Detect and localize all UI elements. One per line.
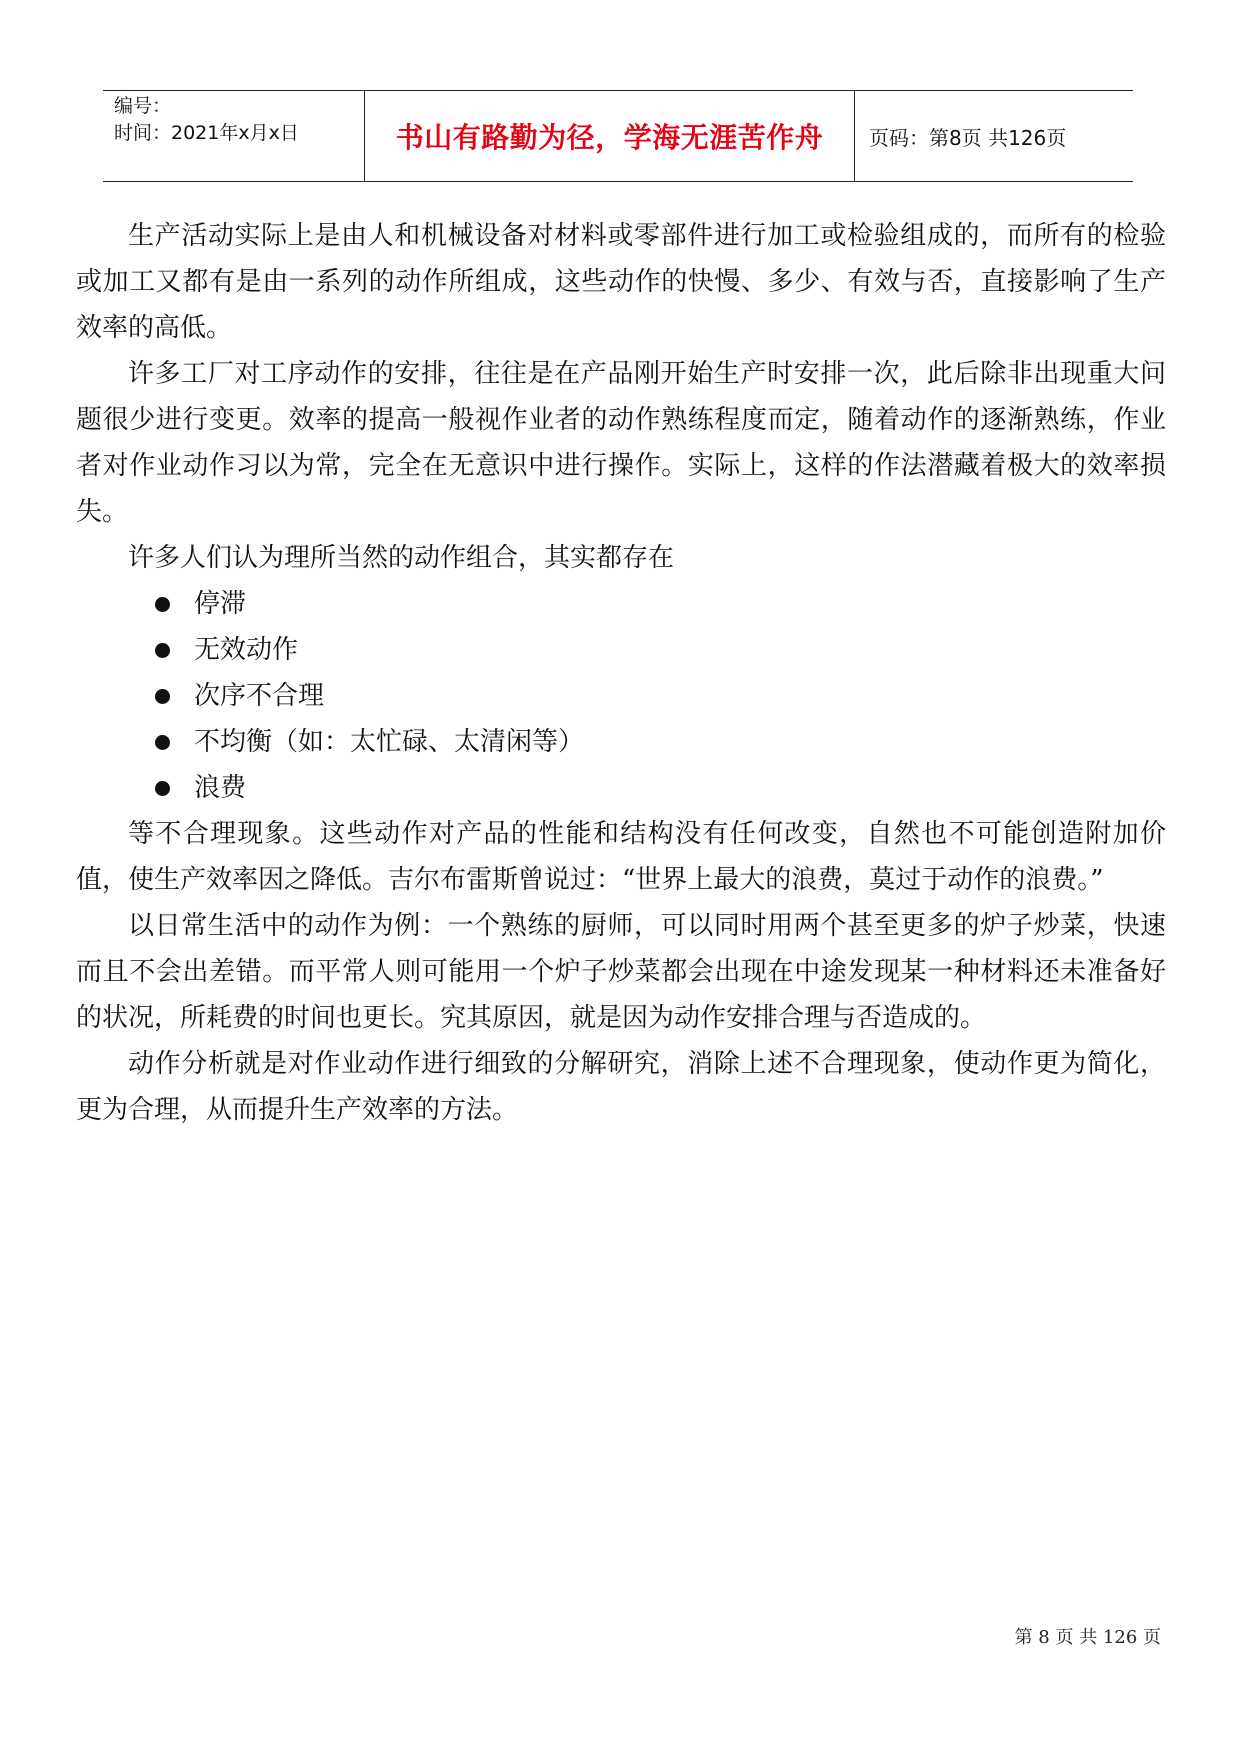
document-number-label: 编号：	[114, 95, 172, 117]
bullet-item	[76, 627, 1166, 673]
bullet-text: 次序不合理	[194, 681, 325, 711]
bullet-text: 不均衡（如：太忙碌、太清闲等）	[194, 727, 585, 757]
bullet-item	[76, 719, 1166, 765]
page-footer: 第 8 页 共 126 页	[1014, 1627, 1161, 1648]
bullet-list	[76, 581, 1166, 811]
bullet-text: 停滞	[194, 589, 247, 619]
header-motto-cell	[365, 91, 855, 181]
bullet-dot-icon	[155, 643, 170, 658]
header-meta-cell	[103, 91, 365, 181]
document-header	[103, 90, 1133, 182]
bullet-dot-icon	[155, 735, 170, 750]
header-motto: 书山有路勤为径，学海无涯苦作舟	[395, 121, 824, 154]
bullet-text: 无效动作	[194, 635, 299, 665]
document-time-label: 时间：2021年x月x日	[114, 122, 299, 144]
paragraph: 生产活动实际上是由人和机械设备对材料或零部件进行加工或检验组成的，而所有的检验或加工又都有是由一系列的动作所组成，这些动作的快慢、多少、有效与否，直接影响了生产效率的高低。	[76, 221, 1166, 343]
bullet-text: 浪费	[194, 773, 247, 803]
bullet-dot-icon	[155, 597, 170, 612]
paragraph: 许多工厂对工序动作的安排，往往是在产品刚开始生产时安排一次，此后除非出现重大问题很少进行变更。效率的提高一般视作业者的动作熟练程度而定，随着动作的逐渐熟练，作业者对作业动作习以为常，完全在无意识中进行操作。实际上，这样的作法潜藏着极大的效率损失。	[76, 359, 1166, 527]
bullet-item	[76, 673, 1166, 719]
bullet-dot-icon	[155, 689, 170, 704]
header-page-info: 页码：第8页 共126页	[869, 125, 1067, 150]
header-page-cell	[855, 91, 1133, 181]
bullet-dot-icon	[155, 781, 170, 796]
paragraph: 许多人们认为理所当然的动作组合，其实都存在	[128, 543, 675, 573]
paragraph: 以日常生活中的动作为例：一个熟练的厨师，可以同时用两个甚至更多的炉子炒菜，快速而且不会出差错。而平常人则可能用一个炉子炒菜都会出现在中途发现某一种材料还未准备好的状况，所耗费的时间也更长。究其原因，就是因为动作安排合理与否造成的。	[76, 911, 1166, 1033]
bullet-item	[76, 765, 1166, 811]
document-body	[76, 213, 1166, 1133]
paragraph: 动作分析就是对作业动作进行细致的分解研究，消除上述不合理现象，使动作更为简化，更为合理，从而提升生产效率的方法。	[76, 1049, 1166, 1125]
bullet-item	[76, 581, 1166, 627]
paragraph: 等不合理现象。这些动作对产品的性能和结构没有任何改变，自然也不可能创造附加价值，使生产效率因之降低。吉尔布雷斯曾说过：“世界上最大的浪费，莫过于动作的浪费。”	[76, 819, 1166, 895]
